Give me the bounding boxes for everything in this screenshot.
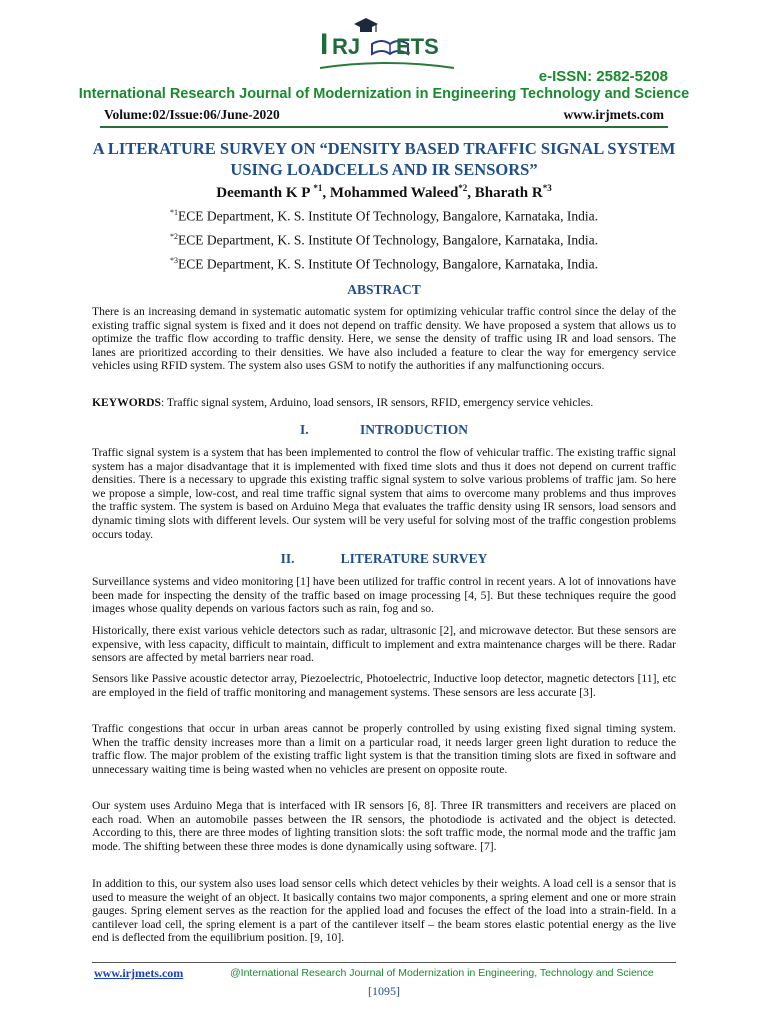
- affiliation-text: ECE Department, K. S. Institute Of Technology, Bangalore, Karnataka, India.: [177, 208, 599, 224]
- affiliation-text: ECE Department, K. S. Institute Of Technology, Bangalore, Karnataka, India.: [177, 232, 599, 248]
- section-number: II.: [280, 551, 295, 566]
- abstract-text: There is an increasing demand in systematic automatic system for optimizing vehicular traffic control since the delay of the existing traffic signal system is fixed and it does not depend on traffic density. We have proposed a system that allows us to optimize the traffic flow according to traffic density. Here, we sense the density of traffic using IR and load sensors. The lanes are prioritized according to their densities. We have also included a feature to clear the way for emergency service vehicles using RFID system. The system also uses GSM to notify the authorities if any malfunctioning occurs.: [92, 305, 676, 373]
- svg-text:RJ: RJ: [332, 34, 361, 59]
- section-heading-literature-survey: [0, 551, 768, 567]
- survey-paragraph: Traffic congestions that occur in urban areas cannot be properly controlled by using existing fixed signal timing system. When the traffic density increases more than a limit on a particular road, it needs larger green light duration to reduce the traffic flow. The major problem of the existing traffic light system is that the transition timing slots are fixed in software and unnecessary waiting time is being wasted when no vehicles are present on opposite route.: [92, 722, 676, 776]
- svg-text:ETS: ETS: [396, 34, 439, 59]
- affiliation-mark: *3: [169, 256, 178, 265]
- section-heading-introduction: [0, 422, 768, 438]
- affiliation: [0, 232, 768, 249]
- affiliation-mark: *2: [169, 232, 178, 241]
- survey-paragraph: Our system uses Arduino Mega that is interfaced with IR sensors [6, 8]. Three IR transmitters and receivers are placed on each road. When an automobile passes between the IR sensors, the photodiode is activated and the object is detected. According to this, there are three modes of lighting transition slots: the soft traffic mode, the normal mode and the traffic jam mode. The shifting between these three modes is done dynamically using software. [7].: [92, 799, 676, 853]
- logo-wordmark-graphic: [318, 22, 458, 62]
- keywords: [92, 396, 676, 410]
- keywords-label: KEYWORDS: [92, 396, 161, 409]
- affiliation-mark: *1: [169, 208, 178, 217]
- section-title: LITERATURE SURVEY: [340, 551, 488, 566]
- issn: e-ISSN: 2582-5208: [538, 68, 668, 85]
- volume-issue: Volume:02/Issue:06/June-2020: [104, 107, 280, 122]
- section-number: I.: [299, 422, 309, 437]
- footer-website-link[interactable]: www.irjmets.com: [94, 966, 184, 980]
- author-mark: *1: [313, 183, 323, 193]
- author-name: , Mohammed Waleed: [322, 185, 459, 201]
- affiliation: [0, 256, 768, 273]
- survey-paragraph: Sensors like Passive acoustic detector array, Piezoelectric, Photoelectric, Inductive loop detector, magnetic detectors [11], etc are employed in the field of traffic monitoring and management systems. These sensors are less accurate [3].: [92, 672, 676, 699]
- section-title: INTRODUCTION: [359, 422, 468, 437]
- affiliation-text: ECE Department, K. S. Institute Of Technology, Bangalore, Karnataka, India.: [177, 256, 599, 272]
- affiliation: [0, 208, 768, 225]
- survey-paragraph: In addition to this, our system also uses load sensor cells which detect vehicles by their weights. A load cell is a sensor that is used to measure the weight of an object. It basically contains two major components, a spring element and one or more strain gauges. Spring element serves as the reaction for the applied load and focuses the effect of the load into a strain-field. In a cantilever load cell, the spring element is a part of the cantilever itself – the beam stores elastic potential energy as the live end is deflected from the equilibrium position. [9, 10].: [92, 877, 676, 945]
- footer-rule: [92, 962, 676, 963]
- author-mark: *3: [542, 183, 552, 193]
- survey-paragraph: Historically, there exist various vehicle detectors such as radar, ultrasonic [2], and microwave detector. But these sensors are expensive, with less capacity, difficult to maintain, difficult to implement and extra maintenance charges will be there. Radar sensors are affected by metal barriers near road.: [92, 624, 676, 665]
- keywords-text: : Traffic signal system, Arduino, load sensors, IR sensors, RFID, emergency service vehicles.: [160, 396, 594, 409]
- footer-copyright: @International Research Journal of Modernization in Engineering, Technology and Science: [230, 967, 654, 979]
- journal-name: International Research Journal of Modernization in Engineering Technology and Science: [78, 86, 690, 102]
- author-name: , Bharath R: [467, 185, 543, 201]
- abstract-heading: ABSTRACT: [347, 282, 421, 297]
- survey-paragraph: Surveillance systems and video monitoring [1] have been utilized for traffic control in recent years. A lot of innovations have been made for inspecting the density of the traffic based on image processing [4, 5]. But these techniques require the good images whose quality depends on various factors such as rain, fog and so.: [92, 575, 676, 616]
- volume-bar: [100, 106, 668, 128]
- author-mark: *2: [458, 183, 468, 193]
- author-list: [0, 183, 768, 202]
- page-number: [1095]: [368, 984, 400, 998]
- author-name: Deemanth K P: [216, 185, 314, 201]
- paper-title: A LITERATURE SURVEY ON “DENSITY BASED TRAFFIC SIGNAL SYSTEM USING LOADCELLS AND IR SENSORS”: [92, 139, 676, 179]
- svg-text:I: I: [320, 28, 329, 61]
- introduction-text: Traffic signal system is a system that has been implemented to control the flow of vehicular traffic. The existing traffic signal system has a major disadvantage that it is implemented with fixed time slots and thus it does not depend on current traffic densities. There is a necessary to upgrade this existing traffic signal system to solve various problems of traffic jam. So here we propose a simple, low-cost, and real time traffic signal system that aims to overcome many problems and thus improves the traffic system. The system is based on Arduino Mega that evaluates the traffic density using IR sensors, load sensors and dynamic timing slots with different levels. Our system will be very useful for solving most of the traffic congestion problems occurs today.: [92, 446, 676, 541]
- journal-website[interactable]: www.irjmets.com: [563, 107, 664, 122]
